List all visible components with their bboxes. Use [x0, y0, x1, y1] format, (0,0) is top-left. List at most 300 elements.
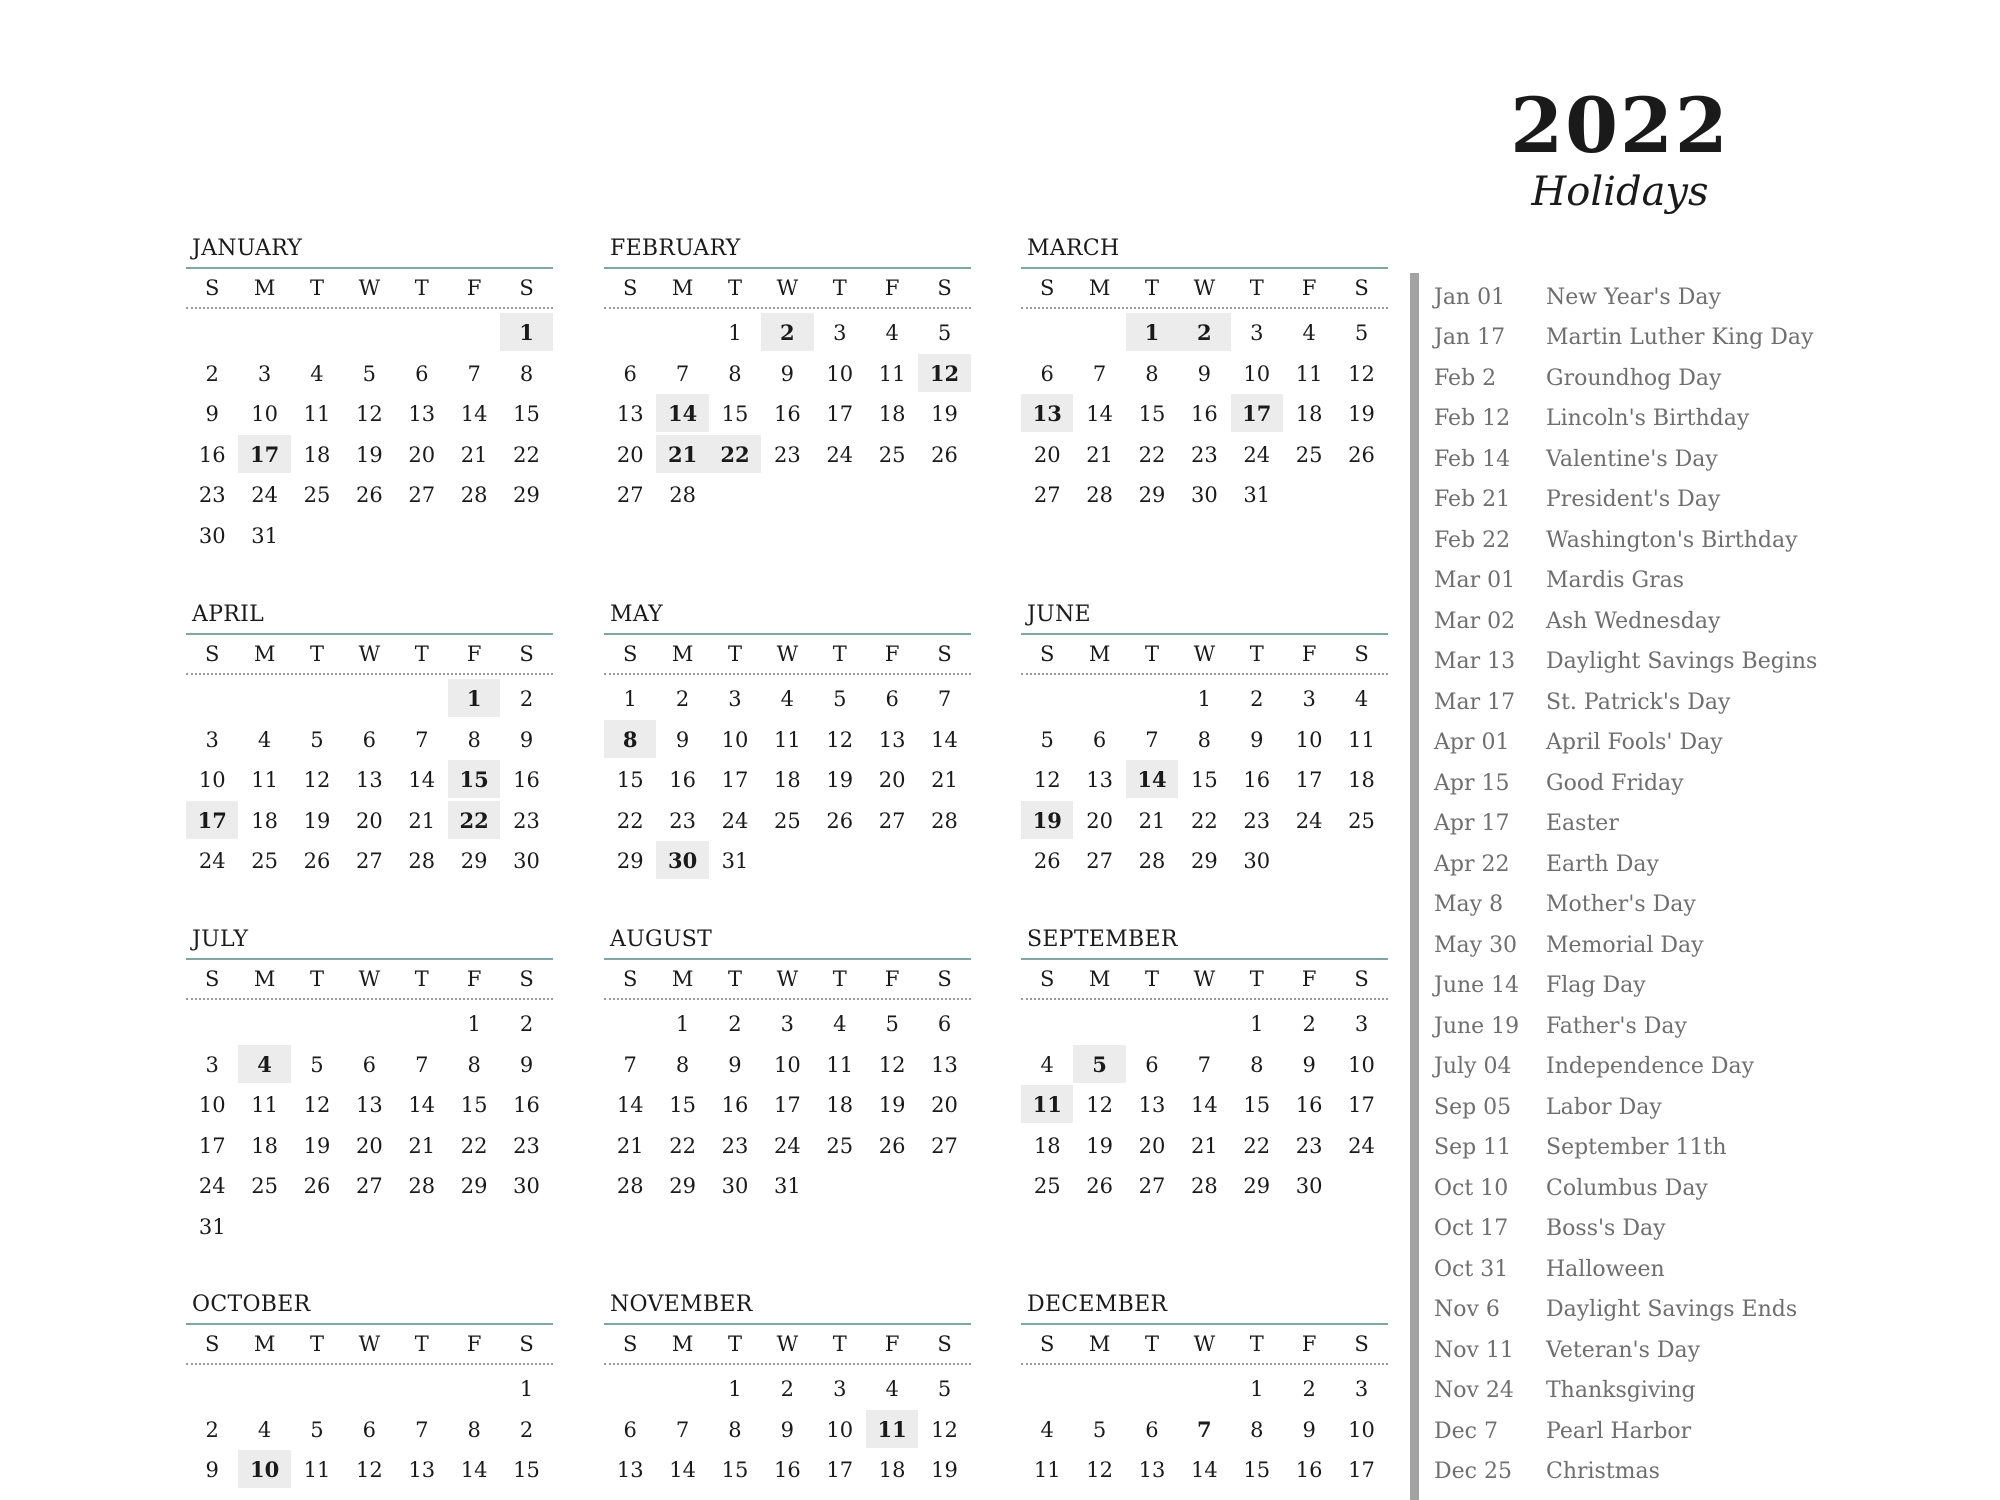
holiday-date: Feb 12 [1434, 406, 1511, 432]
weekday-header [604, 960, 971, 998]
day-cell: 28 [460, 483, 488, 507]
month-october [186, 1290, 553, 1491]
month-name: AUGUST [610, 927, 713, 952]
day-cell: 3 [728, 687, 742, 711]
weekday-rule [604, 673, 971, 675]
day-cell: 2 [519, 1417, 534, 1442]
day-cell: 25 [826, 1133, 854, 1158]
day-cell: 25 [774, 808, 801, 833]
day-cell: 3 [1354, 1012, 1369, 1036]
day-cell: 8 [519, 361, 534, 386]
empty-day-cell [396, 679, 448, 717]
holiday-name: Memorial Day [1546, 932, 1704, 958]
holiday-date: June 14 [1434, 973, 1520, 999]
empty-day-cell [1126, 1004, 1178, 1042]
month-january [186, 234, 553, 556]
weekday-label: M [1088, 642, 1111, 666]
holiday-day-cell: 1 [448, 679, 500, 717]
day-cell: 23 [198, 483, 226, 507]
empty-day-cell [238, 313, 290, 351]
day-cell: 15 [1243, 1458, 1271, 1482]
week-row [186, 394, 553, 435]
day-cell: 5 [937, 321, 952, 345]
month-march [1021, 234, 1388, 516]
day-cell: 16 [669, 768, 696, 792]
empty-day-cell [1283, 841, 1335, 879]
week-row [1021, 801, 1388, 842]
day-cell: 28 [1138, 849, 1166, 873]
empty-day-cell [396, 1369, 448, 1407]
day-cell: 19 [826, 768, 854, 792]
holiday-date: Nov 24 [1434, 1378, 1514, 1404]
day-cell: 21 [931, 768, 958, 792]
week-row [1021, 1166, 1388, 1207]
empty-day-cell [186, 313, 238, 351]
day-cell: 19 [878, 1093, 906, 1117]
day-cell: 15 [460, 1093, 488, 1117]
holiday-date: Sep 11 [1434, 1135, 1512, 1161]
week-row [186, 1207, 553, 1248]
day-cell: 7 [623, 1052, 637, 1077]
week-row [186, 841, 553, 882]
weekday-label: W [358, 967, 381, 991]
holiday-item [1434, 561, 1817, 602]
week-row [604, 1045, 971, 1086]
holiday-item [1434, 480, 1817, 521]
weekday-rule [604, 1363, 971, 1365]
weekday-label: T [414, 967, 429, 991]
empty-day-cell [814, 841, 866, 879]
weekday-label: M [671, 642, 694, 666]
day-cell: 22 [616, 808, 644, 833]
weekday-header [186, 1325, 553, 1363]
empty-day-cell [866, 841, 918, 879]
holiday-name: Flag Day [1546, 973, 1646, 999]
empty-day-cell [1073, 1369, 1125, 1407]
weekday-label: M [253, 967, 276, 991]
day-cell: 28 [931, 808, 958, 833]
day-cell: 27 [931, 1133, 958, 1158]
weekday-label: F [884, 276, 900, 300]
weekday-label: T [1249, 967, 1264, 991]
day-cell: 11 [303, 402, 331, 426]
day-cell: 15 [513, 1458, 540, 1482]
day-cell: 12 [303, 768, 331, 792]
holiday-name: Veteran's Day [1546, 1337, 1701, 1363]
holiday-day-cell: 30 [656, 841, 708, 879]
month-name: OCTOBER [192, 1292, 311, 1317]
weekday-label: W [358, 1332, 381, 1356]
day-cell: 6 [415, 361, 429, 386]
weekday-label: T [727, 1332, 742, 1356]
empty-day-cell [1335, 1166, 1387, 1204]
weekday-label: T [1249, 1332, 1264, 1356]
holiday-date: Mar 01 [1434, 568, 1516, 594]
day-cell: 8 [1250, 1052, 1264, 1077]
week-row [186, 1450, 553, 1491]
day-cell: 13 [356, 1093, 383, 1117]
day-cell: 1 [1197, 687, 1212, 711]
day-cell: 16 [198, 442, 226, 467]
weekday-label: S [1040, 1332, 1055, 1356]
day-cell: 22 [460, 1133, 488, 1158]
day-cell: 5 [885, 1012, 899, 1036]
week-row [186, 720, 553, 761]
holiday-item [1434, 966, 1817, 1007]
holiday-item [1434, 601, 1817, 642]
day-cell: 24 [826, 442, 854, 467]
day-cell: 27 [878, 808, 906, 833]
day-cell: 13 [1138, 1093, 1166, 1117]
weekday-label: W [1193, 967, 1216, 991]
weekday-label: W [358, 276, 381, 300]
day-cell: 18 [1348, 768, 1375, 792]
day-cell: 6 [362, 1417, 377, 1442]
week-row [604, 435, 971, 476]
month-name: MARCH [1027, 236, 1120, 261]
day-cell: 20 [616, 442, 644, 467]
day-cell: 7 [1197, 1052, 1212, 1077]
empty-day-cell [1021, 679, 1073, 717]
day-cell: 30 [1243, 849, 1271, 873]
day-cell: 8 [467, 1052, 481, 1077]
holiday-date: Jan 01 [1434, 284, 1506, 310]
weekday-label: F [1301, 967, 1317, 991]
day-cell: 12 [1033, 768, 1061, 792]
week-row [604, 354, 971, 395]
day-cell: 9 [780, 361, 795, 386]
day-cell: 14 [1086, 402, 1113, 426]
day-cell: 28 [1191, 1174, 1218, 1198]
day-cell: 24 [1348, 1133, 1375, 1158]
holiday-list [1434, 277, 1817, 1492]
day-cell: 15 [616, 768, 644, 792]
holiday-name: Good Friday [1546, 770, 1684, 796]
weekday-rule [186, 1363, 553, 1365]
day-cell: 5 [1354, 321, 1369, 345]
day-cell: 9 [675, 727, 690, 752]
day-cell: 6 [1092, 727, 1107, 752]
holiday-name: Father's Day [1546, 1013, 1687, 1039]
holiday-day-cell: 11 [1021, 1085, 1073, 1123]
day-cell: 26 [1033, 849, 1061, 873]
day-cell: 9 [780, 1417, 795, 1442]
week-row [604, 1126, 971, 1167]
day-cell: 11 [878, 361, 906, 386]
week-row [1021, 354, 1388, 395]
day-cell: 21 [408, 1133, 436, 1158]
empty-day-cell [500, 1207, 552, 1245]
holiday-item [1434, 358, 1817, 399]
day-cell: 1 [1250, 1012, 1264, 1036]
day-cell: 7 [415, 1052, 429, 1077]
day-cell: 20 [408, 442, 436, 467]
holiday-day-cell: 13 [1021, 394, 1073, 432]
day-cell: 2 [728, 1012, 742, 1036]
holiday-date: Feb 14 [1434, 446, 1511, 472]
holiday-date: Nov 11 [1434, 1337, 1514, 1363]
holiday-date: Nov 6 [1434, 1297, 1500, 1323]
week-row [604, 394, 971, 435]
empty-day-cell [918, 475, 970, 513]
day-cell: 18 [1033, 1133, 1061, 1158]
empty-day-cell [1021, 313, 1073, 351]
week-row [186, 1004, 553, 1045]
day-cell: 16 [1243, 768, 1271, 792]
weekday-label: M [671, 1332, 694, 1356]
holiday-name: Mother's Day [1546, 892, 1696, 918]
day-cell: 27 [1033, 483, 1061, 507]
holiday-date: Oct 17 [1434, 1216, 1509, 1242]
week-row [604, 801, 971, 842]
weekday-label: T [832, 642, 847, 666]
day-cell: 17 [198, 1133, 226, 1158]
day-cell: 19 [303, 1133, 331, 1158]
week-row [186, 1126, 553, 1167]
holiday-date: Sep 05 [1434, 1094, 1512, 1120]
weekday-header [1021, 269, 1388, 307]
holiday-name: Earth Day [1546, 851, 1659, 877]
weekday-label: S [519, 1332, 534, 1356]
day-cell: 31 [721, 849, 749, 873]
holiday-day-cell: 1 [1126, 313, 1178, 351]
day-cell: 12 [1086, 1093, 1113, 1117]
holiday-day-cell: 8 [604, 720, 656, 758]
day-cell: 3 [205, 1052, 219, 1077]
day-cell: 30 [1191, 483, 1218, 507]
weekday-label: M [1088, 276, 1111, 300]
day-cell: 7 [675, 1417, 690, 1442]
weekday-label: W [1193, 642, 1216, 666]
holiday-item [1434, 885, 1817, 926]
holiday-item [1434, 1006, 1817, 1047]
day-cell: 5 [310, 1052, 324, 1077]
week-row [1021, 394, 1388, 435]
weekday-label: W [358, 642, 381, 666]
holiday-name: Halloween [1546, 1256, 1665, 1282]
day-cell: 12 [826, 727, 854, 752]
week-row [186, 1085, 553, 1126]
day-cell: 7 [937, 687, 952, 711]
empty-day-cell [396, 1207, 448, 1245]
empty-day-cell [238, 1207, 290, 1245]
day-cell: 26 [826, 808, 854, 833]
day-cell: 5 [1040, 727, 1054, 752]
empty-day-cell [448, 1207, 500, 1245]
holiday-name: Martin Luther King Day [1546, 325, 1814, 351]
empty-day-cell [1021, 1369, 1073, 1407]
day-cell: 11 [826, 1052, 854, 1077]
week-row [604, 1166, 971, 1207]
weekday-header [1021, 635, 1388, 673]
holiday-item [1434, 804, 1817, 845]
day-cell: 19 [356, 442, 383, 467]
day-cell: 13 [878, 727, 906, 752]
day-cell: 8 [1197, 727, 1212, 752]
month-name: JANUARY [192, 236, 303, 261]
day-cell: 2 [1250, 687, 1264, 711]
day-cell: 4 [780, 687, 795, 711]
day-cell: 1 [675, 1012, 690, 1036]
day-cell: 4 [1302, 321, 1316, 345]
day-cell: 12 [1086, 1458, 1113, 1482]
holiday-item [1434, 1087, 1817, 1128]
empty-day-cell [604, 1004, 656, 1042]
holiday-name: Independence Day [1546, 1054, 1755, 1080]
day-cell: 6 [362, 727, 377, 752]
day-cell: 15 [1243, 1093, 1271, 1117]
day-cell: 4 [833, 1012, 847, 1036]
week-row [604, 1450, 971, 1491]
day-cell: 19 [931, 1458, 958, 1482]
day-cell: 28 [408, 849, 436, 873]
day-cell: 16 [1191, 402, 1218, 426]
weekday-label: M [1088, 967, 1111, 991]
day-cell: 25 [251, 849, 278, 873]
day-cell: 23 [669, 808, 696, 833]
day-cell: 26 [303, 849, 331, 873]
holiday-day-cell: 22 [448, 801, 500, 839]
weekday-label: T [727, 967, 742, 991]
weekday-label: S [623, 1332, 638, 1356]
weekday-label: F [466, 276, 482, 300]
weekday-label: S [937, 276, 952, 300]
weekday-label: S [1354, 1332, 1369, 1356]
holiday-item [1434, 1452, 1817, 1493]
day-cell: 24 [721, 808, 749, 833]
weekday-label: S [205, 276, 220, 300]
day-cell: 14 [408, 1093, 436, 1117]
empty-day-cell [186, 1004, 238, 1042]
weekday-rule [186, 673, 553, 675]
empty-day-cell [761, 841, 813, 879]
weekday-label: S [205, 1332, 220, 1356]
day-cell: 13 [931, 1052, 958, 1077]
day-cell: 10 [1295, 727, 1323, 752]
weekday-label: T [309, 1332, 324, 1356]
day-cell: 24 [198, 1174, 226, 1198]
day-cell: 5 [310, 1417, 324, 1442]
empty-day-cell [918, 1166, 970, 1204]
holiday-name: April Fools' Day [1546, 730, 1723, 756]
day-cell: 7 [675, 361, 690, 386]
weekday-label: S [519, 642, 534, 666]
holiday-day-cell: 17 [238, 435, 290, 473]
day-cell: 28 [1086, 483, 1113, 507]
week-row [186, 679, 553, 720]
holiday-item [1434, 1330, 1817, 1371]
week-row [186, 1166, 553, 1207]
weekday-header [186, 635, 553, 673]
holiday-date: Feb 2 [1434, 365, 1497, 391]
weekday-rule [186, 307, 553, 309]
day-cell: 31 [1243, 483, 1271, 507]
week-row [1021, 1004, 1388, 1045]
day-cell: 24 [1295, 808, 1323, 833]
week-row [1021, 1045, 1388, 1086]
day-cell: 25 [251, 1174, 278, 1198]
month-name: JULY [192, 927, 249, 952]
weekday-label: T [1144, 276, 1159, 300]
weekday-header [604, 1325, 971, 1363]
day-cell: 23 [1295, 1133, 1323, 1158]
weekday-label: F [466, 1332, 482, 1356]
holiday-list-divider [1410, 273, 1419, 1500]
day-cell: 15 [513, 402, 540, 426]
day-cell: 22 [1138, 442, 1166, 467]
holiday-date: July 04 [1434, 1054, 1512, 1080]
day-cell: 25 [878, 442, 906, 467]
day-cell: 10 [721, 727, 749, 752]
holiday-day-cell: 17 [186, 801, 238, 839]
weekday-label: F [1301, 1332, 1317, 1356]
day-cell: 10 [826, 1417, 854, 1442]
day-cell: 22 [669, 1133, 696, 1158]
weekday-rule [1021, 1363, 1388, 1365]
day-cell: 6 [362, 1052, 377, 1077]
day-cell: 9 [205, 1458, 219, 1482]
day-cell: 18 [303, 442, 331, 467]
day-cell: 13 [356, 768, 383, 792]
day-cell: 18 [251, 1133, 278, 1158]
holiday-name: St. Patrick's Day [1546, 689, 1731, 715]
day-cell: 5 [833, 687, 847, 711]
day-cell: 24 [774, 1133, 801, 1158]
day-cell: 5 [1092, 1417, 1107, 1442]
holiday-name: September 11th [1546, 1135, 1727, 1161]
day-cell: 18 [774, 768, 801, 792]
day-cell: 8 [728, 1417, 742, 1442]
weekday-label: F [466, 967, 482, 991]
day-cell: 15 [1191, 768, 1218, 792]
week-row [186, 313, 553, 354]
holiday-date: Mar 02 [1434, 608, 1516, 634]
weekday-label: S [623, 642, 638, 666]
day-cell: 13 [408, 1458, 436, 1482]
holiday-item [1434, 399, 1817, 440]
empty-day-cell [709, 475, 761, 513]
day-cell: 20 [1086, 808, 1113, 833]
weekday-label: M [253, 642, 276, 666]
holiday-name: Daylight Savings Ends [1546, 1297, 1798, 1323]
holiday-item [1434, 723, 1817, 764]
weekday-label: W [776, 642, 799, 666]
weekday-label: W [776, 967, 799, 991]
day-cell: 16 [774, 1458, 801, 1482]
month-name: NOVEMBER [610, 1292, 753, 1317]
empty-day-cell [1073, 679, 1125, 717]
day-cell: 5 [937, 1377, 952, 1401]
day-cell: 6 [1040, 361, 1054, 386]
empty-day-cell [1283, 475, 1335, 513]
holiday-day-cell: 21 [656, 435, 708, 473]
holiday-date: June 19 [1434, 1013, 1520, 1039]
day-cell: 29 [513, 483, 540, 507]
day-cell: 6 [885, 687, 899, 711]
day-cell: 31 [198, 1214, 226, 1239]
day-cell: 8 [728, 361, 742, 386]
day-cell: 10 [826, 361, 854, 386]
weekday-label: S [519, 967, 534, 991]
week-row [604, 760, 971, 801]
day-cell: 26 [303, 1174, 331, 1198]
holiday-name: Daylight Savings Begins [1546, 649, 1818, 675]
day-cell: 6 [937, 1012, 952, 1036]
weekday-label: S [1354, 967, 1369, 991]
weekday-header [186, 960, 553, 998]
weekday-label: W [776, 1332, 799, 1356]
day-cell: 3 [833, 321, 847, 345]
